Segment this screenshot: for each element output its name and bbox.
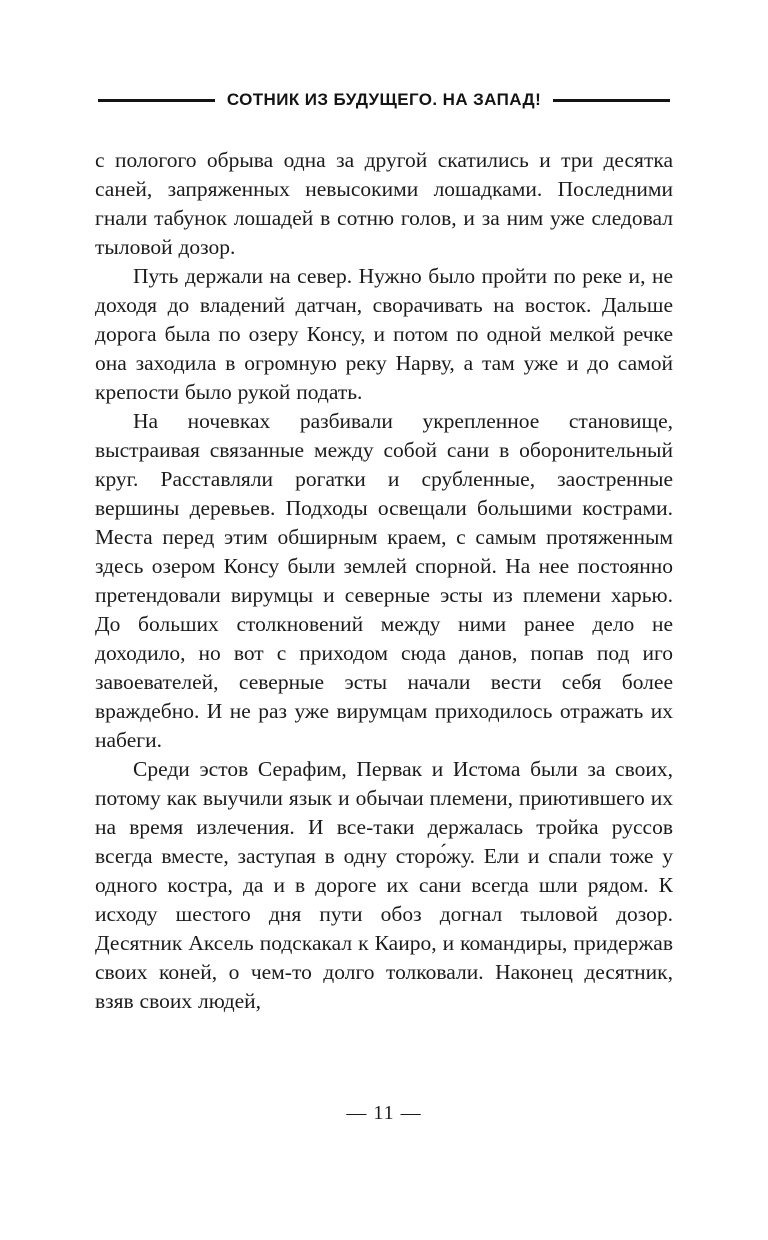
running-header-title: СОТНИК ИЗ БУДУЩЕГО. НА ЗАПАД! (226, 90, 542, 109)
page-number: — 11 — (346, 1102, 422, 1124)
header-rule-left (98, 99, 215, 102)
paragraph-continuation: с пологого обрыва одна за другой скатились и три десятка саней, запряженных невысокими лошадками. Последними гнали табунок лошадей в сотню голов, и за ним уже следовал тыловой дозор. (95, 148, 673, 259)
paragraph: Путь держали на север. Нужно было пройти по реке и, не доходя до владений датчан, сворачивать на восток. Дальше дорога была по озеру Консу, и потом по одной мелкой речке она заходила в огромную реку Нарву, а там уже и до самой крепости было рукой подать. (95, 264, 673, 404)
paragraph: На ночевках разбивали укрепленное становище, выстраивая связанные между собой сани в оборонительный круг. Расставляли рогатки и срубленные, заостренные вершины деревьев. Подходы освещали большими кострами. Места перед этим обширным краем, с самым протяженным здесь озером Консу были землей спорной. На нее постоянно претендовали вирумцы и северные эсты из племени харью. До больших столкновений между ними ранее дело не доходило, но вот с приходом сюда данов, попав под иго завоевателей, северные эсты начали вести себя более враждебно. И не раз уже вирумцам приходилось отражать их набеги. (95, 409, 673, 752)
page-body (95, 146, 673, 1016)
running-header (98, 90, 670, 110)
paragraph: Среди эстов Серафим, Первак и Истома были за своих, потому как выучили язык и обычаи племени, приютившего их на время излечения. И все-таки держалась тройка руссов всегда вместе, заступая в одну сторо́жу. Ели и спали тоже у одного костра, да и в дороге их сани всегда шли рядом. К исходу шестого дня пути обоз догнал тыловой дозор. Десятник Аксель подскакал к Каиро, и командиры, придержав своих коней, о чем-то долго толковали. Наконец десятник, взяв своих людей, (95, 757, 673, 1013)
header-rule-right (553, 99, 670, 102)
